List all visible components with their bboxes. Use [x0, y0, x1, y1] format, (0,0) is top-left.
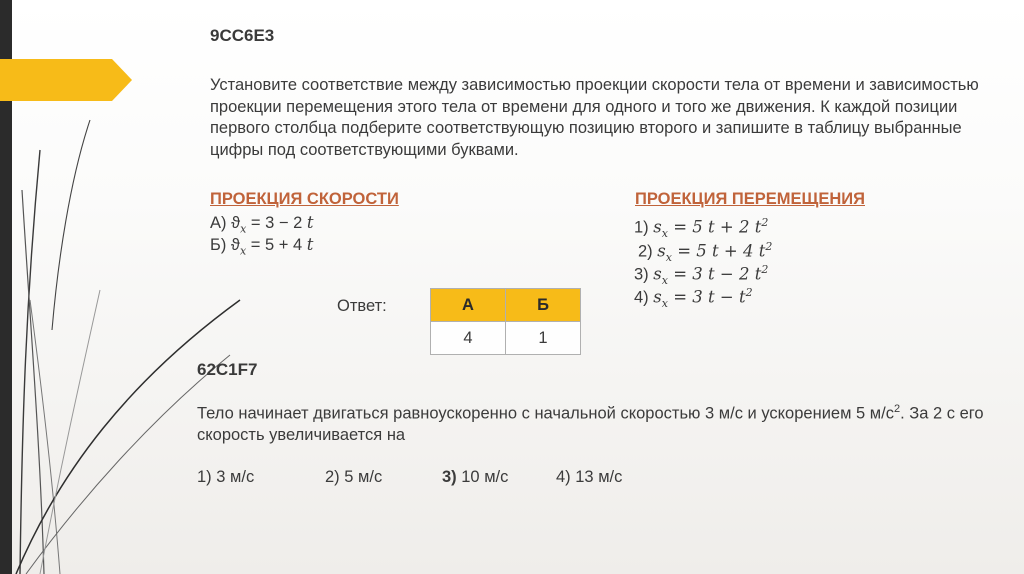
displacement-symbol: s — [653, 287, 662, 307]
answer-header-b: Б — [506, 289, 581, 322]
task2-option-3 — [442, 467, 508, 489]
answer-value-b: 1 — [506, 322, 581, 355]
option-number: 3) — [442, 468, 457, 486]
velocity-symbol: ϑ — [231, 214, 241, 232]
subscript: x — [239, 244, 247, 258]
task2-option-1 — [197, 467, 254, 489]
variable: t — [306, 213, 314, 232]
right-column-heading: ПРОЕКЦИЯ ПЕРЕМЕЩЕНИЯ — [635, 190, 865, 208]
subscript: x — [240, 222, 247, 236]
left-column-heading: ПРОЕКЦИЯ СКОРОСТИ — [210, 190, 399, 208]
answer-value-a: 4 — [431, 322, 506, 355]
option-text: 13 м/с — [570, 468, 623, 486]
task1-code: 9CC6E3 — [210, 26, 275, 45]
exponent: 2 — [765, 240, 773, 253]
expression: = 5 + 4 — [246, 236, 307, 254]
option-text: 5 м/с — [339, 468, 383, 486]
exponent: 2 — [761, 263, 769, 276]
answer-label: Ответ: — [337, 297, 387, 315]
option-prefix: А) — [210, 214, 232, 232]
option-number: 2) — [638, 242, 653, 261]
task2-text — [197, 399, 997, 447]
variable: t — [306, 235, 314, 254]
answer-header-a: А — [431, 289, 506, 322]
displacement-symbol: s — [657, 241, 666, 261]
task2-option-2 — [325, 467, 382, 489]
answer-table — [430, 288, 581, 355]
answer-table-value-row — [431, 322, 581, 355]
velocity-option-b — [210, 234, 313, 262]
task2-text-part2: . За 2 с его скорость увеличивается на — [197, 404, 984, 444]
task2-text-sup: 2 — [893, 403, 901, 415]
expression: = 5 t + 4 t — [671, 241, 766, 261]
task2-text-part1: Тело начинает двигаться равноускоренно с начальной скоростью 3 м/с и ускорением 5 м/с — [197, 404, 894, 423]
option-number: 1) — [634, 218, 649, 237]
task2-option-4 — [556, 467, 622, 489]
expression: = 3 t − t — [667, 287, 746, 307]
displacement-option-4 — [634, 282, 753, 314]
option-number: 4) — [556, 468, 571, 486]
task1-text: Установите соответствие между зависимостью проекции скорости тела от времени и зависимостью проекции перемещения этого тела от времени для одного и того же движения. К каждой позиции первого столбца подберите соответствующую позицию второго и запишите в таблицу выбранные цифры под соответствующими буквами. — [210, 76, 979, 159]
option-text: 10 м/с — [456, 468, 509, 486]
expression: = 5 t + 2 t — [667, 217, 762, 237]
yellow-arrow-marker — [0, 59, 132, 101]
subscript: x — [661, 226, 668, 240]
displacement-symbol: s — [653, 217, 662, 237]
option-number: 1) — [197, 468, 212, 486]
subscript: x — [665, 250, 672, 264]
answer-table-header-row — [431, 289, 581, 322]
option-number: 2) — [325, 468, 340, 486]
displacement-symbol: s — [653, 264, 662, 284]
option-prefix: Б) — [210, 236, 231, 254]
task2-code: 62C1F7 — [197, 360, 258, 379]
expression: = 3 − 2 — [246, 214, 307, 232]
subscript: x — [661, 296, 668, 310]
option-text: 3 м/с — [211, 468, 255, 486]
expression: = 3 t − 2 t — [667, 264, 762, 284]
option-number: 4) — [634, 288, 649, 307]
exponent: 2 — [761, 216, 769, 229]
subscript: x — [661, 273, 668, 287]
option-number: 3) — [634, 265, 649, 284]
velocity-symbol: ϑ — [230, 236, 240, 254]
exponent: 2 — [745, 286, 753, 299]
